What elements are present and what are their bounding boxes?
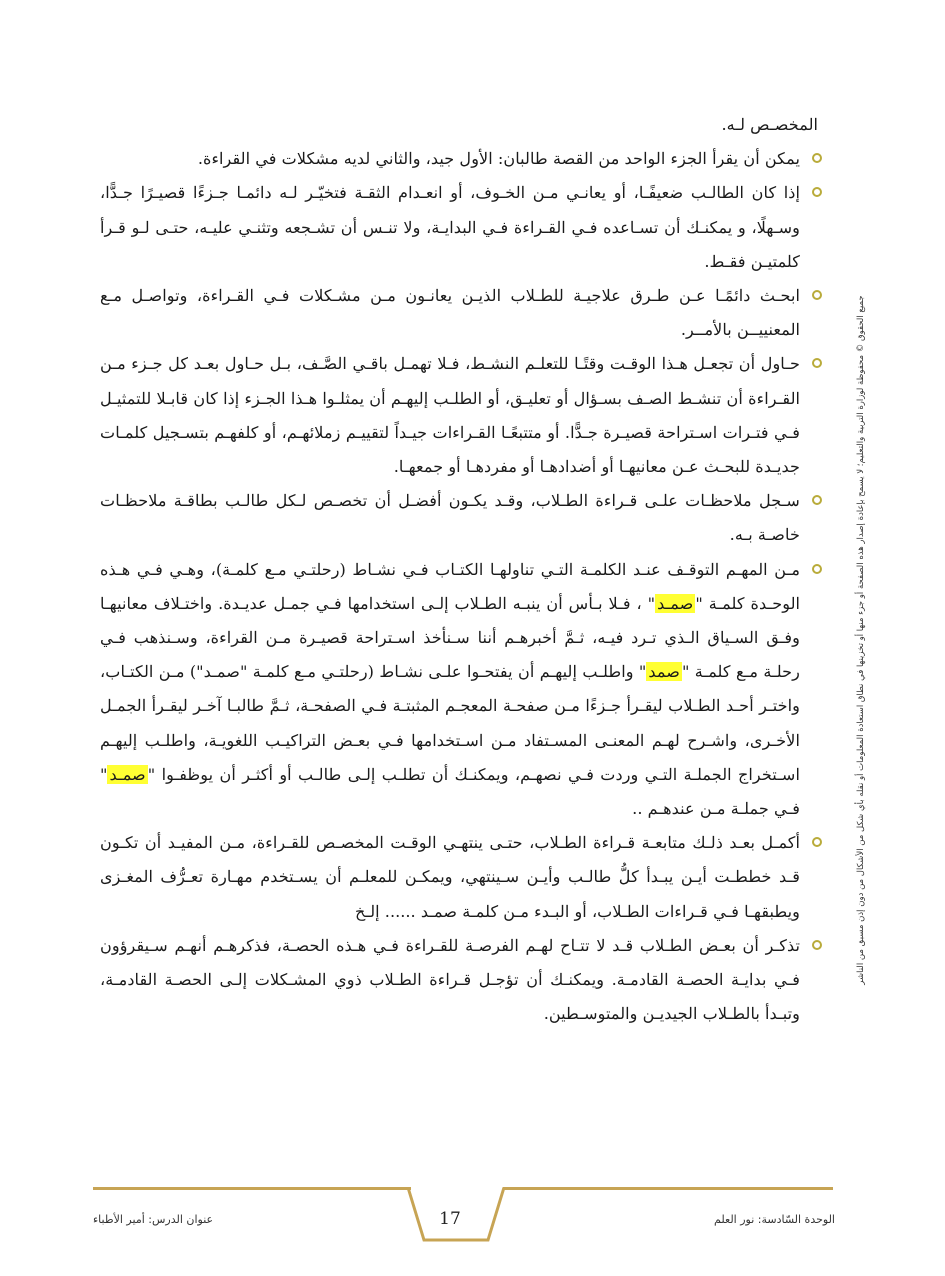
list-item-text: " فـي جملـة مـن عندهـم .. [100,764,800,819]
list-item-text: مـن المهـم التوقـف عنـد الكلمـة التـي تناولهـا الكتـاب فـي نشـاط (رحلتـي مـع كلمـة)، وهـي فـي هـذه الوحـدة كلمـة " [100,559,800,613]
footer-lesson-title: عنوان الدرس: أمير الأطباء [93,1213,214,1226]
list-item [100,279,818,347]
highlighted-word: صمد [648,662,680,682]
bullet-icon [812,837,822,847]
list-item [100,484,818,552]
bullet-icon [812,564,822,574]
bullet-icon [812,495,822,505]
bullet-icon [812,358,822,368]
list-item [100,347,818,484]
copyright-text: جميع الحقوق © محفوظة لوزارة التربية والتعليم؛ لا يسمح بإعادة إصدار هذه الصفحة أو جزء منها أو تخزينها في نطاق استعادة المعلومات أو نقله بأي شكل من الأشكال من دون إذن مسبق من الناشر [856,295,866,985]
bullet-icon [812,153,822,163]
list-item [100,176,818,279]
footer-unit-title: الوحدة السّادسة: نور العلم [714,1213,835,1226]
footer-rule-left [93,1187,411,1190]
main-content [100,108,818,1031]
list-item [100,929,818,1032]
copyright-sidebar [852,295,870,985]
bullet-icon [812,940,822,950]
list-item-text: سـجل ملاحظـات علـى قـراءة الطـلاب، وقـد يكـون أفضـل أن تخصـص لـكل طالـب بطاقـة ملاحظـات خاصـة بـه. [100,491,800,545]
highlighted-word: صمـد [657,593,694,613]
list-item-text: " واطلـب إليهـم أن يفتحـوا علـى نشـاط (رحلتـي مـع كلمـة "صمـد") مـن الكتـاب، واختـر أحـد الطـلاب ليقـرأ جـزءًا مـن صفحـة المعجـم المثبتـة فـي الصفحـة، ثـمَّ طالبـا آخـر ليقـرأ الجمـل الأخـرى، واشـرح لهـم المعنـى المسـتفاد مـن اسـتخدامها فـي بعـض التراكيـب اللغويـة، واطلـب إليهـم اسـتخراج الجملـة التـي وردت فـي نصهـم، ويمكنـك أن تطلـب إلـى طالـب أو أكثـر أن يوظفـوا " [100,662,800,784]
footer-rule-right [503,1187,833,1190]
list-item-text: ابحـث دائمًـا عـن طـرق علاجيـة للطـلاب الذيـن يعانـون مـن مشـكلات فـي القـراءة، وتواصـل مـع المعنييــن بالأمــر. [100,286,800,340]
list-item [100,826,818,929]
list-item-text: " ، فـلا بـأس أن ينبـه الطـلاب إلـى استخدامها فـي جمـل عديـدة. واختـلاف معانيهـا وفـق السـياق الـذي تـرد فيـه، ثـمَّ أخبرهـم أننا سـنأخذ اسـتراحة قصيـرة مـن القراءة، وسـنذهب فـي رحلـة مـع كلمـة " [100,593,800,682]
list-item [100,553,818,827]
list-item-text: إذا كان الطالـب ضعيفًـا، أو يعانـي مـن الخـوف، أو انعـدام الثقـة فتخيّـر لـه دائمـا جـزءًا قصيـرًا جـدًّا، وسـهلًا، و يمكنـك أن تسـاعده فـي القـراءة فـي البدايـة، ولا تنـس أن تشـجعه وتثنـي عليـه، حتـى لـو قـرأ كلمتيـن فقـط. [100,183,800,271]
page-number: 17 [439,1209,461,1229]
bullet-icon [812,187,822,197]
list-item-text: يمكن أن يقرأ الجزء الواحد من القصة طالبان: الأول جيد، والثاني لديه مشكلات في القراءة. [197,149,800,169]
list-item-text: حـاول أن تجعـل هـذا الوقـت وقتًـا للتعلـم النشـط، فـلا تهمـل باقـي الصَّـف، بـل حـاول بعـد كل جـزء مـن القـراءة أن تنشـط الصـف بسـؤال أو تعليـق، أو الطلـب إليهـم أن يمثلـوا هـذا الجـزء إذا كان قابـلا للتمثيـل فـي فتـرات اسـتراحة قصيـرة جـدًّا. أو متتبعًـا القـراءات جيـداً لتقييـم زملائهـم، أو كلفهـم بتسـجيل كلمـات جديـدة للبحـث عـن معانيهـا أو أضدادهـا أو مفردهـا أو جمعهـا. [100,354,800,477]
bullet-icon [812,290,822,300]
list-item-text: أكمـل بعـد ذلـك متابعـة قـراءة الطـلاب، حتـى ينتهـي الوقـت المخصـص للقـراءة، مـن المفيـد أن تكـون قـد خططـت أيـن يبـدأ كلُّ طالـب وأيـن سـينتهي، ويمكـن للمعلـم أن يسـتخدم مهـارة تعـرُّف المغـزى ويطبقهـا فـي قـراءات الطـلاب، أو البـدء مـن كلمـة صمـد ...... إلـخ [100,833,800,921]
list-item-text: تذكـر أن بعـض الطـلاب قـد لا تتـاح لهـم الفرصـة للقـراءة فـي هـذه الحصـة، فذكرهـم أنهـم سـيقرؤون فـي بدايـة الحصـة القادمـة. ويمكنـك أن تؤجـل قـراءة الطـلاب ذوي المشـكلات إلـى الحصـة القادمـة، وتبـدأ بالطـلاب الجيديـن والمتوسـطين. [100,935,800,1024]
highlighted-word: صمـد [109,764,146,784]
list-item [100,142,818,176]
continuation-text: المخصـص لـه. [721,115,818,134]
